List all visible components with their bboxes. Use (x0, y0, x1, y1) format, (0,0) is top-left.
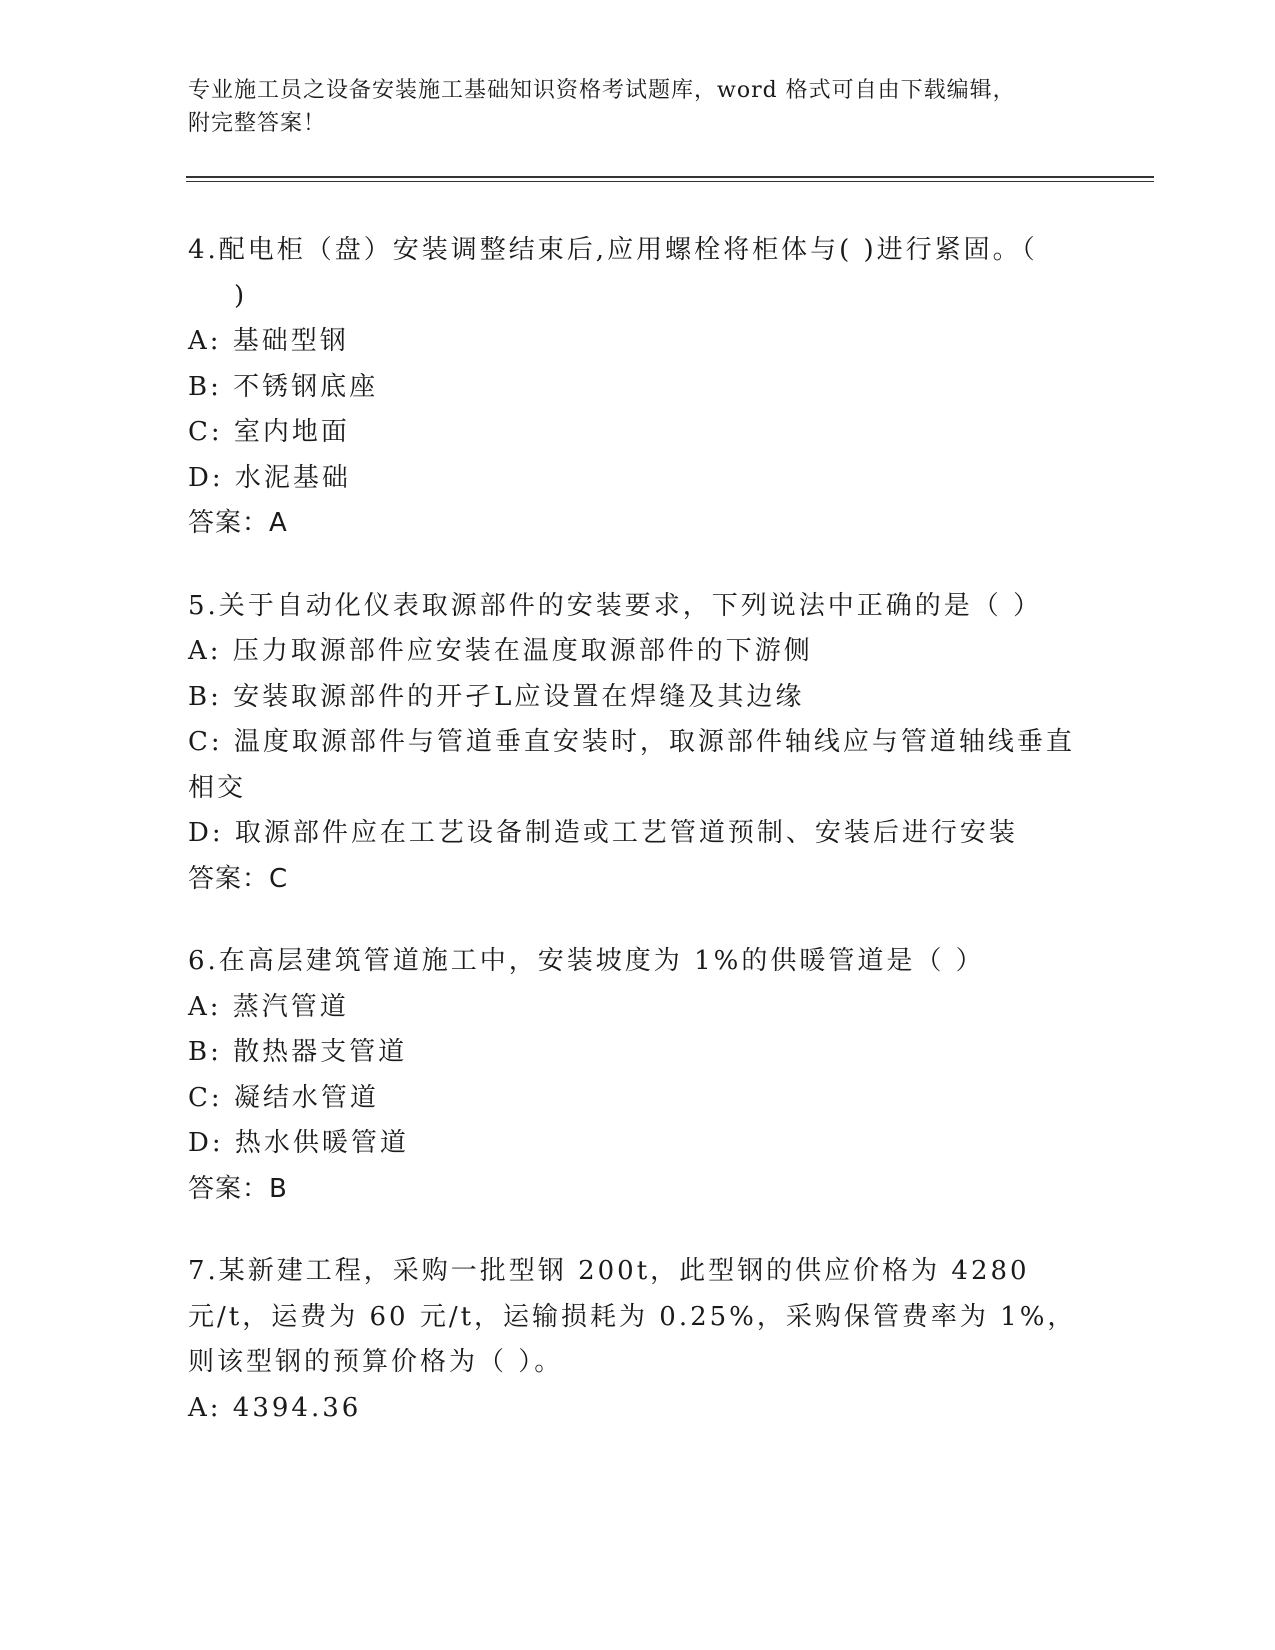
answer: 答案：B (188, 1173, 288, 1204)
option-a: A: 压力取源部件应安装在温度取源部件的下游侧 (188, 636, 813, 666)
option-a: A: 基础型钢 (188, 326, 349, 356)
question-stem-continuation: ) (234, 280, 248, 311)
header-line-1: 专业施工员之设备安装施工基础知识资格考试题库，word 格式可自由下载编辑， (188, 78, 1016, 103)
option-b: B: 安装取源部件的开孑L应设置在焊缝及其边缘 (188, 681, 805, 712)
option-d: D: 取源部件应在工艺设备制造或工艺管道预制、安装后进行安装 (188, 818, 1018, 848)
question-7 (188, 1249, 1080, 1431)
document-header (188, 74, 1068, 140)
header-rule-thin (186, 181, 1154, 182)
option-c: C: 凝结水管道 (188, 1082, 379, 1113)
option-c: C: 室内地面 (188, 417, 350, 447)
header-rule-thick (186, 176, 1154, 178)
option-d: D: 水泥基础 (188, 462, 351, 493)
header-line-2: 附完整答案！ (188, 111, 327, 136)
question-stem-text: 4.配电柜（盘）安装调整结束后,应用螺栓将柜体与( )进行紧固。（ (188, 235, 1038, 265)
question-6 (188, 939, 1080, 1212)
question-stem: 7.某新建工程，采购一批型钢 200t，此型钢的供应价格为 4280 元/t，运费为 60 元/t，运输损耗为 0.25%，采购保管费率为 1%，则该型钢的预算价格为（ ）。 (188, 1256, 1077, 1377)
option-d: D: 热水供暖管道 (188, 1128, 409, 1158)
option-b: B: 不锈钢底座 (188, 371, 379, 402)
answer: 答案：A (188, 508, 288, 538)
answer: 答案：C (188, 863, 289, 894)
question-stem: 6.在高层建筑管道施工中，安装坡度为 1%的供暖管道是（ ） (188, 946, 985, 976)
question-stem: 5.关于自动化仪表取源部件的安装要求，下列说法中正确的是（ ） (188, 590, 1043, 621)
question-5 (188, 584, 1080, 903)
option-b: B: 散热器支管道 (188, 1037, 408, 1067)
question-list (188, 228, 1080, 1468)
question-4 (188, 228, 1080, 547)
option-a: A: 蒸汽管道 (188, 991, 349, 1022)
option-a: A: 4394.36 (188, 1392, 362, 1423)
question-stem (188, 228, 1080, 319)
option-c: C: 温度取源部件与管道垂直安装时，取源部件轴线应与管道轴线垂直相交 (188, 727, 1075, 803)
